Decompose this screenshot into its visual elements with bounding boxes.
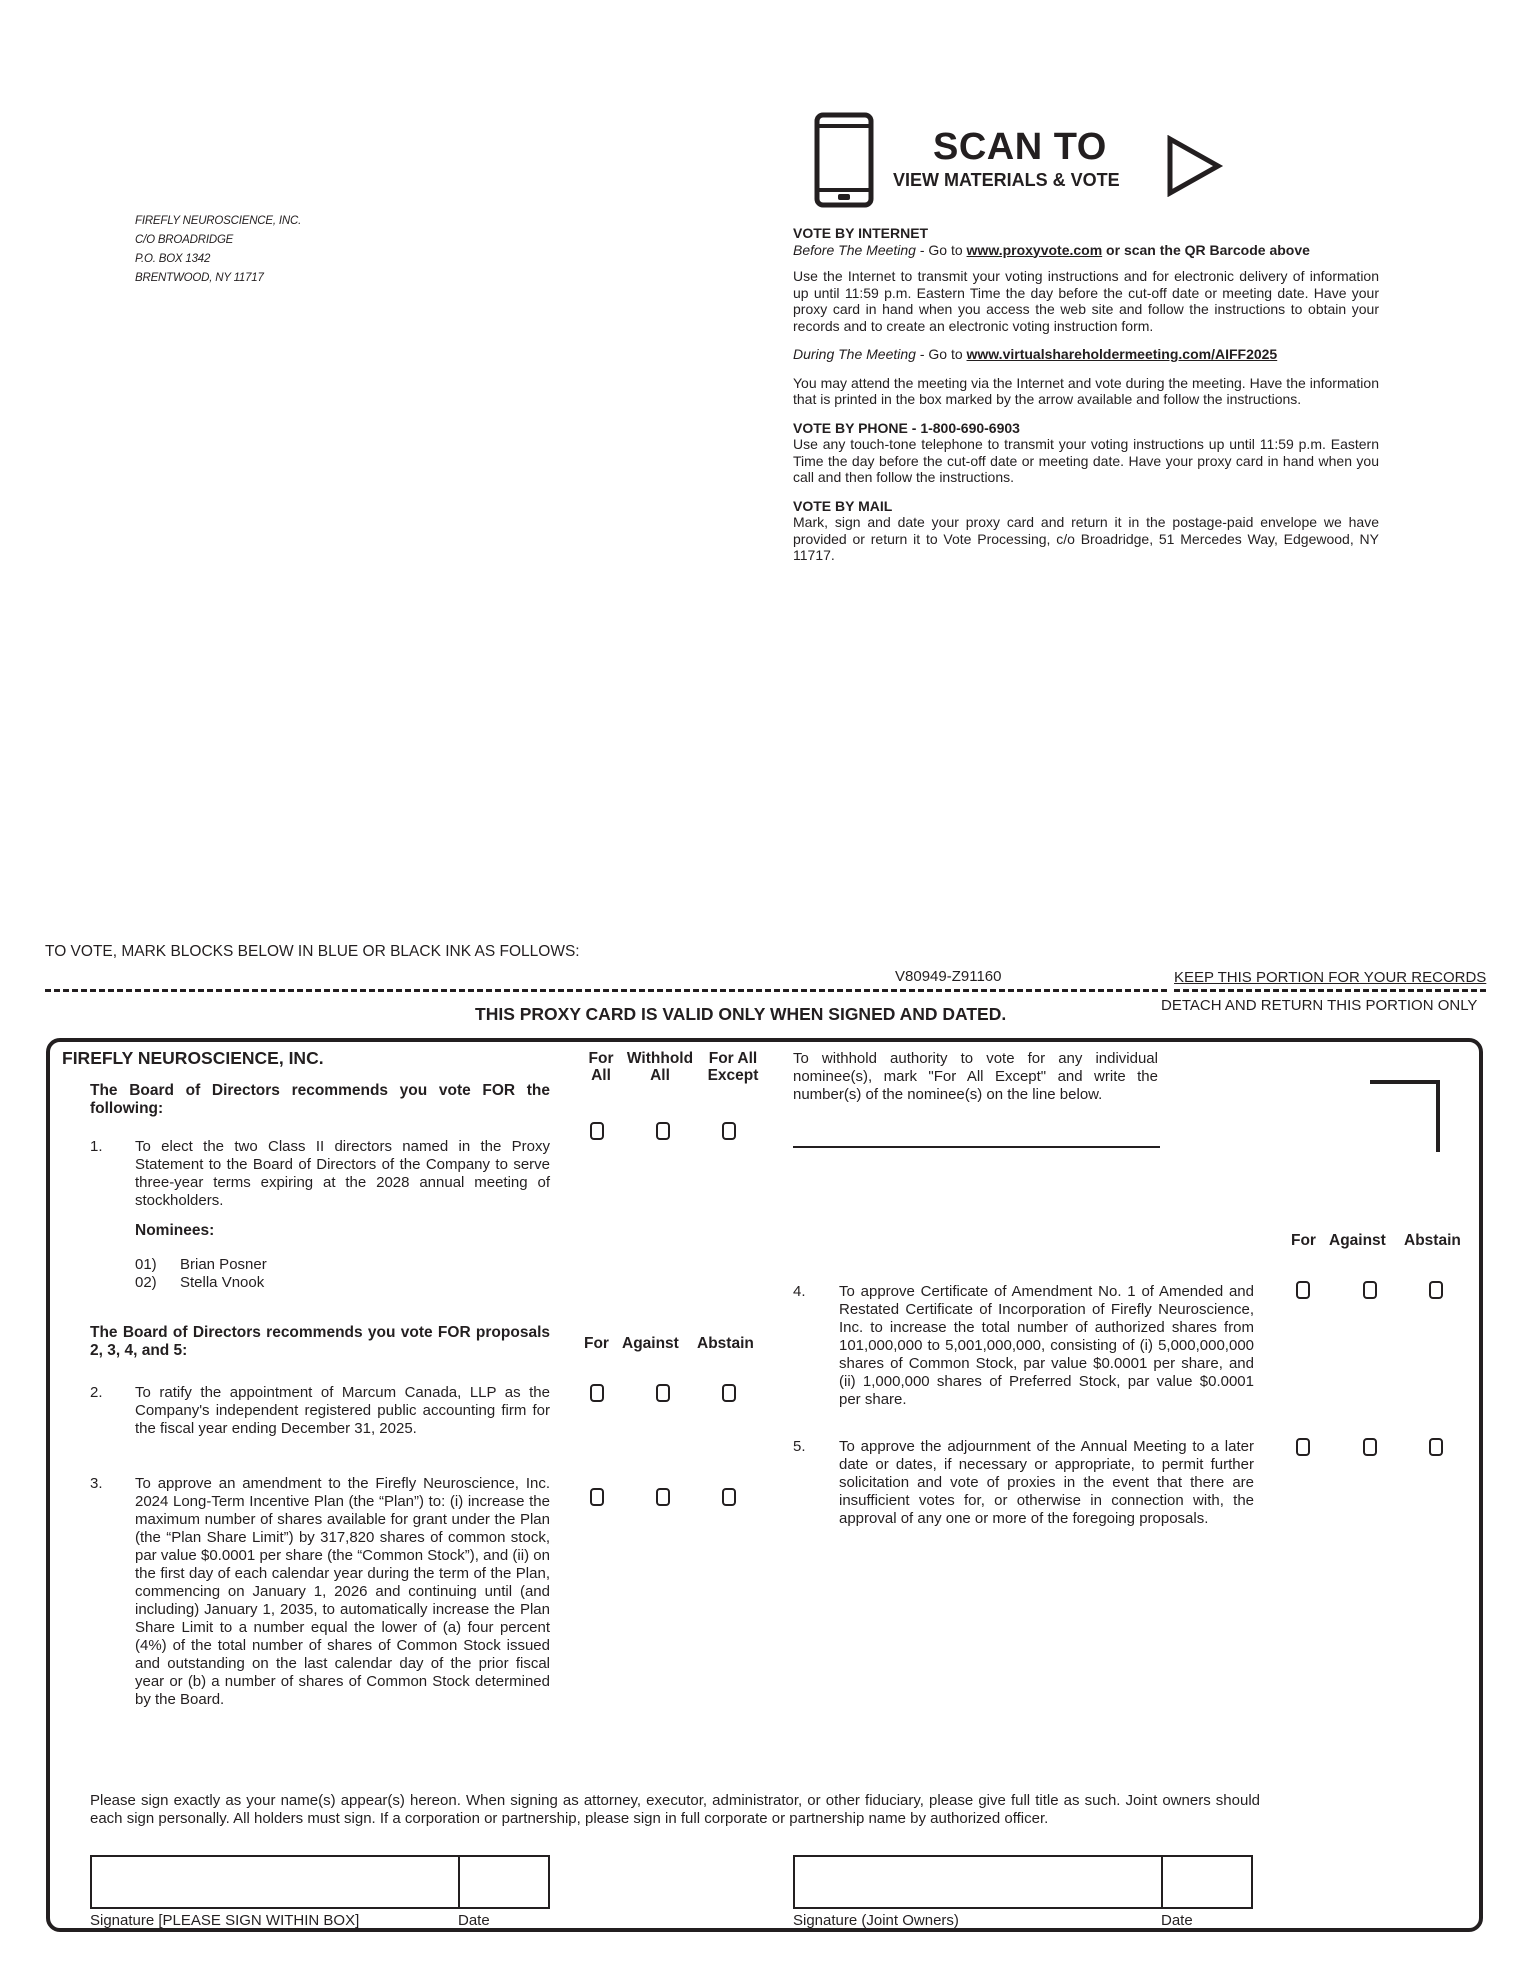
play-arrow-icon bbox=[1166, 135, 1224, 197]
p5-abstain-checkbox[interactable] bbox=[1429, 1438, 1443, 1456]
signature-label: Signature [PLEASE SIGN WITHIN BOX] bbox=[90, 1912, 360, 1929]
joint-date-divider bbox=[1161, 1855, 1163, 1909]
detach-line bbox=[45, 989, 1167, 992]
mailing-address bbox=[135, 212, 301, 288]
joint-signature-box[interactable] bbox=[793, 1855, 1253, 1909]
p2-abstain-checkbox[interactable] bbox=[722, 1384, 736, 1402]
p3-text: To approve an amendment to the Firefly Neuroscience, Inc. 2024 Long-Term Incentive Plan (the “Plan”) to: (i) increase the maximum number of shares available for grant under the Plan (the “Plan Share Limit”) by 317,820 shares of common stock, par value $0.0001 per share (the “Common Stock”), and (ii) on the first day of each calendar year during the term of the Plan, commencing on January 1, 2026 and continuing until (and including) January 1, 2035, to automatically increase the Plan Share Limit to a number equal the lower of (a) four percent (4%) of the total number of shares of Common Stock issued and outstanding on the last calendar day of the prior fiscal year or (b) a number of shares of Common Stock determined by the Board. bbox=[135, 1475, 550, 1708]
card-company: FIREFLY NEUROSCIENCE, INC. bbox=[62, 1048, 324, 1068]
p1-withhold-all-checkbox[interactable] bbox=[656, 1122, 670, 1140]
before-meeting-mid: - Go to bbox=[915, 241, 967, 258]
voting-instructions bbox=[793, 225, 1379, 576]
p1-for-all-except-checkbox[interactable] bbox=[722, 1122, 736, 1140]
vote-mail-body: Mark, sign and date your proxy card and return it in the postage-paid envelope we have provided or return it to Vote Processing, c/o Broadridge, 51 Mercedes Way, Edgewood, NY 11717. bbox=[793, 514, 1379, 563]
marking-instructions: TO VOTE, MARK BLOCKS BELOW IN BLUE OR BLACK INK AS FOLLOWS: bbox=[45, 943, 580, 960]
corner-mark-vertical bbox=[1436, 1080, 1440, 1152]
joint-signature-label: Signature (Joint Owners) bbox=[793, 1912, 959, 1929]
p3-abstain-checkbox[interactable] bbox=[722, 1488, 736, 1506]
keep-portion-label: KEEP THIS PORTION FOR YOUR RECORDS bbox=[1174, 969, 1487, 986]
signature-instructions: Please sign exactly as your name(s) appear(s) hereon. When signing as attorney, executor, administrator, or other fiduciary, please give full title as such. Joint owners should each sign personally. All holders must sign. If a corporation or partnership, please sign in full corporate or partnership name by authorized officer. bbox=[90, 1792, 1260, 1827]
nominee-2-number: 02) bbox=[135, 1274, 157, 1291]
vote-internet-body: Use the Internet to transmit your voting instructions and for electronic delivery of information up until 11:59 p.m. Eastern Time the day before the cut-off date or meeting date. Have your proxy card in hand when you access the web site and follow the instructions to obtain your records and to create an electronic voting instruction form. bbox=[793, 268, 1379, 334]
during-meeting-mid: - Go to bbox=[915, 346, 967, 362]
p3-for-checkbox[interactable] bbox=[590, 1488, 604, 1506]
p4-number: 4. bbox=[793, 1283, 806, 1300]
header-abstain-right: Abstain bbox=[1404, 1232, 1461, 1249]
corner-mark bbox=[1370, 1080, 1440, 1084]
during-meeting-label: During The Meeting bbox=[793, 346, 916, 362]
recommendation-2: The Board of Directors recommends you vote FOR proposals 2, 3, 4, and 5: bbox=[90, 1324, 550, 1359]
nominee-2-name: Stella Vnook bbox=[180, 1274, 265, 1291]
smartphone-icon bbox=[814, 112, 874, 208]
nominee-1-number: 01) bbox=[135, 1256, 157, 1273]
header-for-right: For bbox=[1291, 1232, 1316, 1249]
p3-number: 3. bbox=[90, 1475, 103, 1492]
control-number: V80949-Z91160 bbox=[895, 968, 1002, 985]
p2-number: 2. bbox=[90, 1384, 103, 1401]
header-withhold-all: Withhold All bbox=[626, 1050, 694, 1084]
vote-mail-heading: VOTE BY MAIL bbox=[793, 497, 893, 514]
vote-phone-heading: VOTE BY PHONE - 1-800-690-6903 bbox=[793, 419, 1020, 436]
withhold-note: To withhold authority to vote for any individual nominee(s), mark "For All Except" and write the number(s) of the nominee(s) on the line below. bbox=[793, 1050, 1158, 1103]
before-meeting-tail: or scan the QR Barcode above bbox=[1102, 241, 1310, 258]
vote-phone-body: Use any touch-tone telephone to transmit your voting instructions up until 11:59 p.m. Eastern Time the day before the cut-off date or meeting date. Have your proxy card in hand when you call and then follow the instructions. bbox=[793, 436, 1379, 485]
signature-box[interactable] bbox=[90, 1855, 550, 1909]
p4-against-checkbox[interactable] bbox=[1363, 1281, 1377, 1299]
p4-for-checkbox[interactable] bbox=[1296, 1281, 1310, 1299]
during-meeting-body: You may attend the meeting via the Internet and vote during the meeting. Have the information that is printed in the box marked by the arrow available and follow the instructions. bbox=[793, 374, 1379, 407]
date-label: Date bbox=[458, 1912, 490, 1929]
p1-for-all-checkbox[interactable] bbox=[590, 1122, 604, 1140]
mailing-care-of: C/O BROADRIDGE bbox=[135, 234, 234, 246]
mailing-company: FIREFLY NEUROSCIENCE, INC. bbox=[135, 215, 302, 227]
p5-against-checkbox[interactable] bbox=[1363, 1438, 1377, 1456]
scan-title: SCAN TO bbox=[933, 126, 1107, 168]
nominee-exception-line[interactable] bbox=[793, 1146, 1160, 1148]
nominees-label: Nominees: bbox=[135, 1222, 215, 1239]
header-abstain: Abstain bbox=[697, 1335, 754, 1352]
p1-number: 1. bbox=[90, 1138, 103, 1155]
p2-against-checkbox[interactable] bbox=[656, 1384, 670, 1402]
p2-text: To ratify the appointment of Marcum Canada, LLP as the Company's independent registered public accounting firm for the fiscal year ending December 31, 2025. bbox=[135, 1384, 550, 1437]
p5-number: 5. bbox=[793, 1438, 806, 1455]
p5-for-checkbox[interactable] bbox=[1296, 1438, 1310, 1456]
before-meeting-label: Before The Meeting bbox=[793, 241, 916, 258]
header-against-right: Against bbox=[1329, 1232, 1386, 1249]
detach-portion-label: DETACH AND RETURN THIS PORTION ONLY bbox=[1161, 997, 1478, 1014]
joint-date-label: Date bbox=[1161, 1912, 1193, 1929]
header-for-all: For All bbox=[588, 1050, 614, 1084]
virtual-meeting-link[interactable]: www.virtualshareholdermeeting.com/AIFF2025 bbox=[966, 346, 1278, 362]
p2-for-checkbox[interactable] bbox=[590, 1384, 604, 1402]
mailing-city: BRENTWOOD, NY 11717 bbox=[135, 272, 264, 284]
p5-text: To approve the adjournment of the Annual Meeting to a later date or dates, if necessary or appropriate, to permit further solicitation and vote of proxies in the event that there are insufficient votes for, or otherwise in connection with, the approval of any one or more of the foregoing proposals. bbox=[839, 1438, 1254, 1527]
header-for: For bbox=[584, 1335, 609, 1352]
mailing-po-box: P.O. BOX 1342 bbox=[135, 253, 211, 265]
vote-internet-heading: VOTE BY INTERNET bbox=[793, 225, 929, 241]
validity-notice: THIS PROXY CARD IS VALID ONLY WHEN SIGNED AND DATED. bbox=[475, 1004, 1007, 1024]
proxyvote-link[interactable]: www.proxyvote.com bbox=[966, 241, 1103, 258]
p4-text: To approve Certificate of Amendment No. 1 of Amended and Restated Certificate of Incorporation of Firefly Neuroscience, Inc. to increase the total number of authorized shares from 101,000,000 to 5,001,000,000, consisting of (i) 5,000,000,000 shares of Common Stock, par value $0.0001 per share, and (ii) 1,000,000 shares of Preferred Stock, par value $0.0001 per share. bbox=[839, 1283, 1254, 1408]
scan-subtitle: VIEW MATERIALS & VOTE bbox=[893, 170, 1120, 190]
p1-text: To elect the two Class II directors named in the Proxy Statement to the Board of Directors of the Company to serve three-year terms expiring at the 2028 annual meeting of stockholders. bbox=[135, 1138, 550, 1209]
signature-date-divider bbox=[458, 1855, 460, 1909]
p3-against-checkbox[interactable] bbox=[656, 1488, 670, 1506]
nominee-1-name: Brian Posner bbox=[180, 1256, 267, 1273]
p4-abstain-checkbox[interactable] bbox=[1429, 1281, 1443, 1299]
detach-line-right bbox=[1174, 989, 1486, 992]
recommendation-1: The Board of Directors recommends you vote FOR the following: bbox=[90, 1082, 550, 1117]
header-for-all-except: For All Except bbox=[707, 1050, 759, 1084]
header-against: Against bbox=[622, 1335, 679, 1352]
